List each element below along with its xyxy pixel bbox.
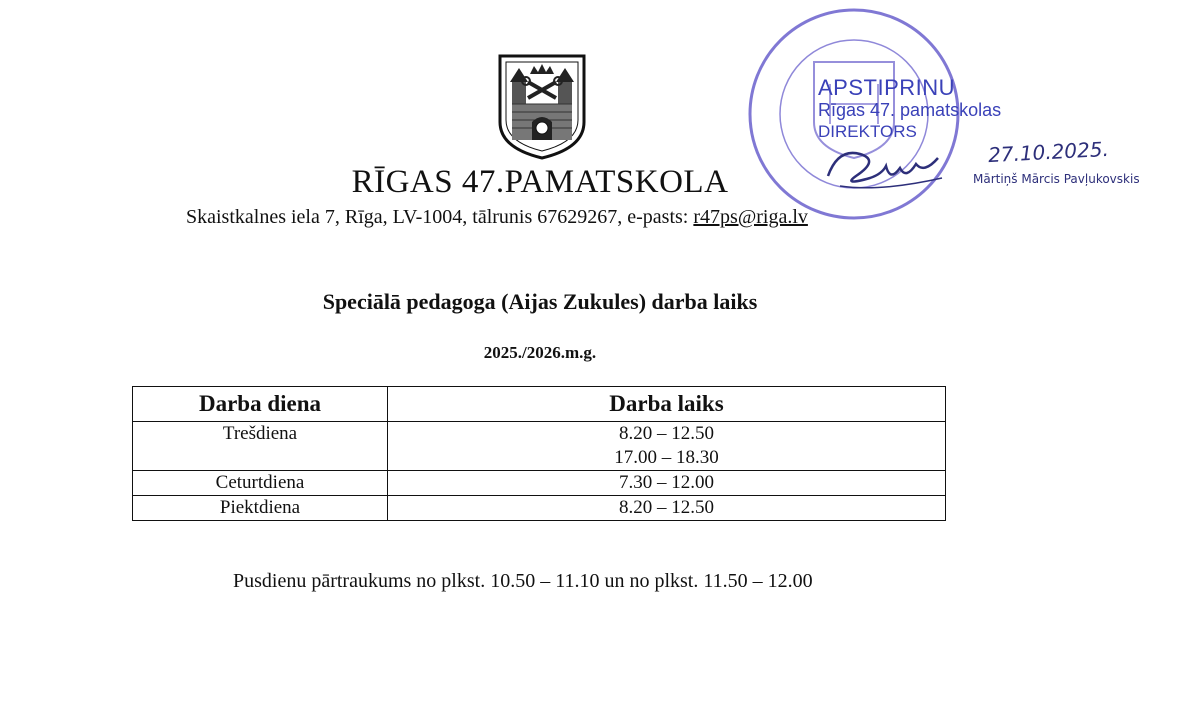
- lunch-break-note: Pusdienu pārtraukums no plkst. 10.50 – 11.10 un no plkst. 11.50 – 12.00: [233, 570, 813, 592]
- day-cell: Trešdiena: [133, 422, 388, 471]
- email-link[interactable]: r47ps@riga.lv: [693, 206, 808, 228]
- time-range: 8.20 – 12.50: [619, 423, 714, 444]
- school-year: 2025./2026.m.g.: [483, 343, 597, 362]
- table-row: [133, 422, 946, 471]
- time-cell: 7.30 – 12.00: [388, 471, 946, 496]
- school-address: [186, 206, 808, 229]
- time-cell: [388, 422, 946, 471]
- school-name: RĪGAS 47.PAMATSKOLA: [351, 164, 729, 200]
- riga-coat-of-arms-logo: [496, 52, 588, 160]
- day-cell: Piektdiena: [133, 496, 388, 521]
- column-header-time: Darba laiks: [388, 387, 946, 422]
- table-header-row: [133, 387, 946, 422]
- approval-date: 27.10.2025.: [987, 136, 1110, 168]
- approval-school: Rīgas 47. pamatskolas: [818, 100, 1002, 120]
- time-cell: 8.20 – 12.50: [388, 496, 946, 521]
- signer-name: Mārtiņš Mārcis Pavļukovskis: [973, 172, 1140, 186]
- table-row: [133, 496, 946, 521]
- approval-title: APSTIPRINU: [818, 75, 956, 100]
- column-header-day: Darba diena: [133, 387, 388, 422]
- table-row: [133, 471, 946, 496]
- address-text: Skaistkalnes iela 7, Rīga, LV-1004, tālrunis 67629267, e-pasts:: [186, 206, 694, 228]
- day-cell: Ceturtdiena: [133, 471, 388, 496]
- approval-position: DIREKTORS: [818, 122, 917, 141]
- time-range: 17.00 – 18.30: [614, 447, 719, 468]
- work-schedule-table: [132, 386, 946, 521]
- document-title: Speciālā pedagoga (Aijas Zukules) darba laiks: [322, 289, 758, 314]
